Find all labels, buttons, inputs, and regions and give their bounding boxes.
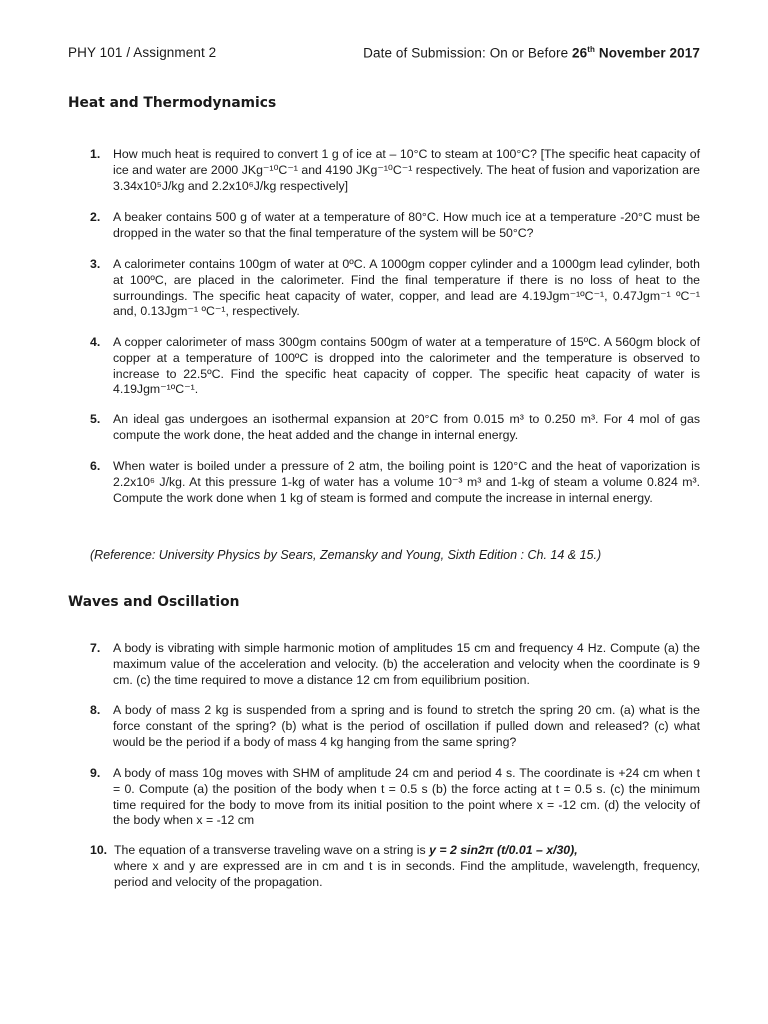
question-9 — [90, 766, 700, 829]
question-text: When water is boiled under a pressure of 2 atm, the boiling point is 120°C and the heat of vaporization is 2.2x10⁶ J/kg. At this pressure 1-kg of water has a volume 10⁻³ m³ and 1-kg of steam a volume 0.824 m³. Compute the work done when 1 kg of steam is formed and compute the increase in internal energy. — [113, 459, 700, 505]
section-title-waves: Waves and Oscillation — [68, 594, 240, 610]
question-7 — [90, 641, 700, 688]
question-number: 2. — [90, 210, 101, 224]
question-text: A body is vibrating with simple harmonic motion of amplitudes 15 cm and frequency 4 Hz. Compute (a) the maximum value of the acceleration and velocity. (b) the acceleration and velocity when the coordinate is 9 cm. (c) the time required to move a distance 12 cm from equilibrium position. — [113, 641, 700, 687]
question-number: 5. — [90, 412, 101, 426]
question-number: 7. — [90, 641, 101, 655]
question-4 — [90, 335, 700, 398]
question-text: A body of mass 2 kg is suspended from a spring and is found to stretch the spring 20 cm. (a) what is the force constant of the spring? (b) what is the period of oscillation if pulled down and released? (c) what would be the period if a body of mass 4 kg hanging from the same spring? — [113, 703, 700, 749]
question-number: 8. — [90, 703, 101, 717]
question-number: 6. — [90, 459, 101, 473]
course-title: PHY 101 / Assignment 2 — [68, 45, 217, 60]
question-10 — [90, 843, 700, 890]
question-number: 10. — [90, 843, 108, 857]
question-1 — [90, 147, 700, 194]
question-2 — [90, 210, 700, 242]
section-title-heat: Heat and Thermodynamics — [68, 95, 277, 111]
question-8 — [90, 703, 700, 750]
question-text: A beaker contains 500 g of water at a temperature of 80°C. How much ice at a temperature -20°C must be dropped in the water so that the final temperature of the system will be 50°C? — [113, 210, 700, 240]
question-number: 9. — [90, 766, 101, 780]
question-text: How much heat is required to convert 1 g of ice at – 10°C to steam at 100°C? [The specific heat capacity of ice and water are 2000 JKg⁻¹⁰C⁻¹ and 4190 JKg⁻¹⁰C⁻¹ respectively. The heat of fusion and vaporization are 3.34x10⁵J/kg and 2.2x10⁶J/kg respectively] — [113, 147, 700, 193]
submission-date: Date of Submission: On or Before 26th November 2017 — [363, 45, 700, 61]
question-text: A body of mass 10g moves with SHM of amplitude 24 cm and period 4 s. The coordinate is +24 cm when t = 0. Compute (a) the position of the body when t = 0.5 s (b) the force acting at t = 0.5 s. (c) the minimum time required for the body to move from its initial position to the point where x = -12 cm. (d) the velocity of the body when x = -12 cm — [113, 766, 700, 828]
question-number: 1. — [90, 147, 101, 161]
question-3 — [90, 257, 700, 320]
page-header — [68, 45, 700, 61]
wave-equation: y = 2 sin2π (t/0.01 – x/30), — [429, 843, 578, 857]
question-6 — [90, 459, 700, 506]
question-text: The equation of a transverse traveling wave on a string is y = 2 sin2π (t/0.01 – x/30), where x and y are expressed are in cm and t is in seconds. Find the amplitude, wavelength, frequency, period and velocity of the propagation. — [114, 843, 700, 889]
question-number: 4. — [90, 335, 101, 349]
question-text: A copper calorimeter of mass 300gm contains 500gm of water at a temperature of 15ºC. A 560gm block of copper at a temperature of 100ºC is dropped into the calorimeter and the temperature is observed to increase to 22.5ºC. Find the specific heat capacity of copper. The specific heat capacity of water is 4.19Jgm⁻¹ºC⁻¹. — [113, 335, 700, 397]
question-5 — [90, 412, 700, 444]
question-number: 3. — [90, 257, 101, 271]
question-text: An ideal gas undergoes an isothermal expansion at 20°C from 0.015 m³ to 0.250 m³. For 4 mol of gas compute the work done, the heat added and the change in internal energy. — [113, 412, 700, 442]
question-text: A calorimeter contains 100gm of water at 0ºC. A 1000gm copper cylinder and a 1000gm lead cylinder, both at 100ºC, are placed in the calorimeter. Find the final temperature if there is no loss of heat to the surroundings. The specific heat capacity of water, copper, and lead are 4.19Jgm⁻¹ºC⁻¹, 0.47Jgm⁻¹ ºC⁻¹ and, 0.13Jgm⁻¹ ºC⁻¹, respectively. — [113, 257, 700, 319]
reference-note: (Reference: University Physics by Sears, Zemansky and Young, Sixth Edition : Ch. 14 & 15.) — [90, 548, 602, 562]
